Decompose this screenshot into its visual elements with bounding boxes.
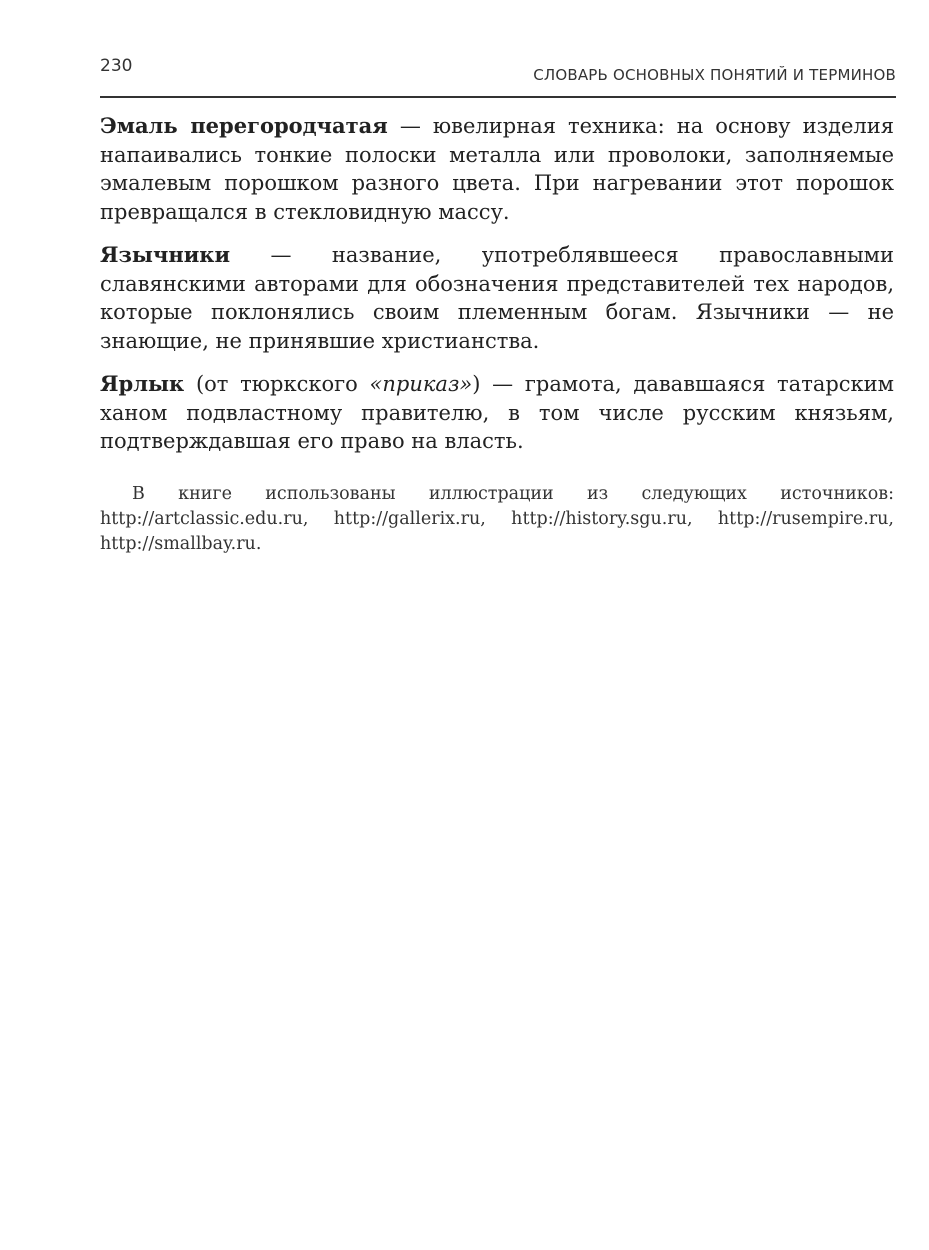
running-head: СЛОВАРЬ ОСНОВНЫХ ПОНЯТИЙ И ТЕРМИНОВ (533, 66, 896, 84)
entry-etymology-prefix: (от тюркского (184, 372, 370, 396)
glossary-entry (100, 241, 894, 355)
glossary-entry (100, 370, 894, 456)
page-number: 230 (100, 56, 133, 76)
entry-term: Ярлык (100, 371, 185, 396)
glossary-content (100, 112, 894, 557)
entry-term: Эмаль перегородчатая (100, 113, 388, 138)
glossary-entry (100, 112, 894, 226)
entry-definition: ) — грамота, дававшаяся татарским ханом подвластному правителю, в том числе русским князьям, подтверждавшая его право на власть. (100, 372, 894, 453)
entry-etymology-word: «приказ» (369, 372, 473, 396)
entry-term: Язычники (100, 242, 231, 267)
entry-definition: — название, употреблявшееся православными славянскими авторами для обозначения представителей тех народов, которые поклонялись своим племенным богам. Язычники — не знающие, не принявшие христианства. (100, 243, 894, 353)
sources-note: В книге использованы иллюстрации из следующих источников: http://artclassic.edu.ru, http://gallerix.ru, http://history.sgu.ru, http://rusempire.ru, http://smallbay.ru. (100, 483, 894, 554)
page-header (100, 54, 896, 98)
entry-definition: — ювелирная техника: на основу изделия напаивались тонкие полоски металла или проволоки, заполняемые эмалевым порошком разного цвета. При нагревании этот порошок превращался в стекловидную массу. (100, 114, 894, 224)
